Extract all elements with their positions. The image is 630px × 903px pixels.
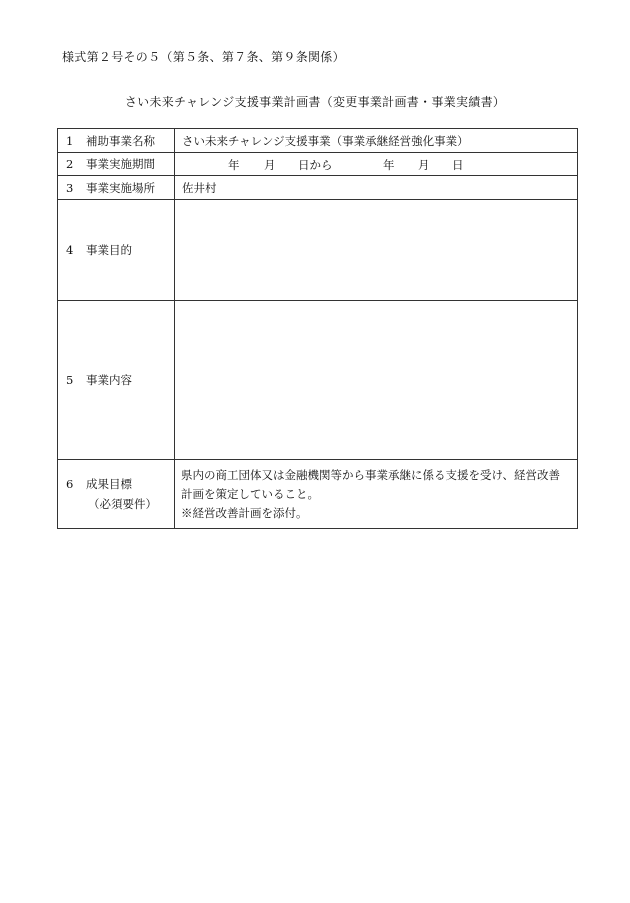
target-line: 県内の商工団体又は金融機関等から事業承継に係る支援を受け、経営改善 [181, 467, 561, 482]
purpose-value[interactable] [175, 200, 578, 301]
period-year-from: 年 [228, 158, 240, 172]
row-label-target: 6 成果目標 （必須要件） [58, 460, 175, 529]
period-day-to: 日 [452, 158, 464, 172]
period-month-to: 月 [418, 158, 430, 172]
table-row [58, 153, 578, 176]
row-label-period: 2 事業実施期間 [58, 153, 175, 176]
form-number: 様式第２号その５（第５条、第７条、第９条関係） [62, 50, 345, 64]
project-name-value[interactable]: さい未来チャレンジ支援事業（事業承継経営強化事業） [175, 129, 578, 153]
period-month-from: 月 [264, 158, 276, 172]
table-row [58, 301, 578, 460]
location-value[interactable]: 佐井村 [175, 176, 578, 200]
required-note: （必須要件） [88, 497, 157, 511]
table-row [58, 129, 578, 153]
period-value[interactable] [175, 153, 578, 176]
table-row [58, 200, 578, 301]
row-label-purpose: 4 事業目的 [58, 200, 175, 301]
period-year-to: 年 [383, 158, 395, 172]
document-title: さい未来チャレンジ支援事業計画書（変更事業計画書・事業実績書） [124, 95, 506, 109]
period-day-from: 日から [298, 158, 333, 172]
row-label-content: 5 事業内容 [58, 301, 175, 460]
row-label-location: 3 事業実施場所 [58, 176, 175, 200]
table-row [58, 460, 578, 529]
table-row [58, 176, 578, 200]
row-label-project-name: 1 補助事業名称 [58, 129, 175, 153]
content-value[interactable] [175, 301, 578, 460]
target-line: ※経営改善計画を添付。 [181, 505, 308, 520]
plan-table [57, 128, 578, 529]
target-line: 計画を策定していること。 [181, 486, 319, 501]
target-value[interactable] [175, 460, 578, 529]
